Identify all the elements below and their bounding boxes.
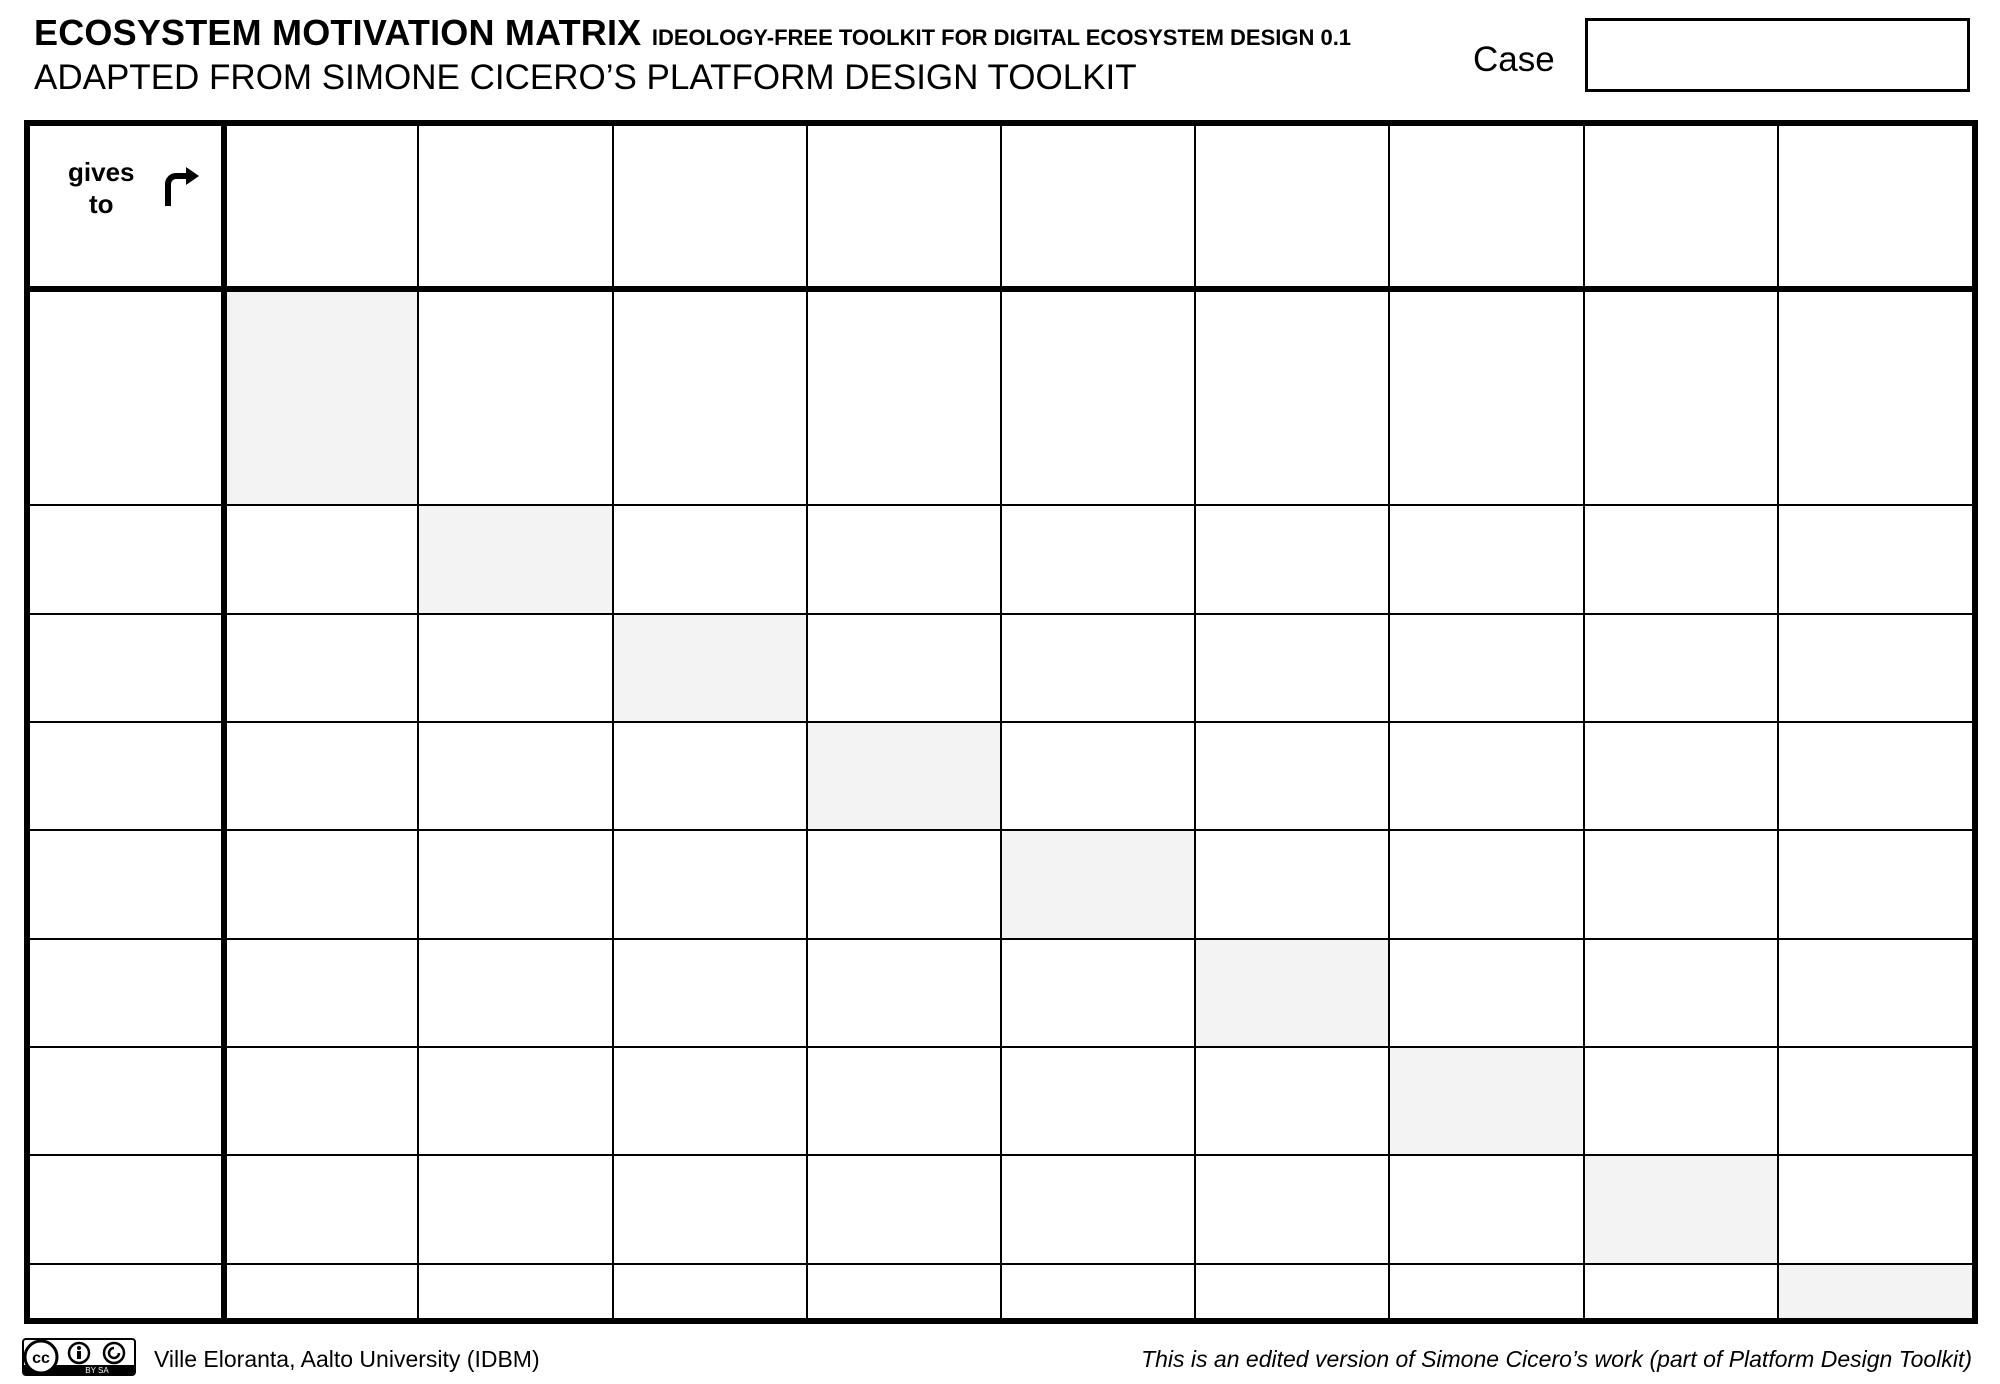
matrix-header-row xyxy=(30,126,1972,289)
column-header-cell[interactable] xyxy=(1389,126,1583,289)
matrix-row xyxy=(30,830,1972,938)
matrix-cell[interactable] xyxy=(613,1047,807,1155)
matrix-cell[interactable] xyxy=(224,722,418,830)
matrix-cell[interactable] xyxy=(1778,614,1972,722)
matrix-cell[interactable] xyxy=(1584,614,1778,722)
matrix-cell[interactable] xyxy=(1389,289,1583,506)
matrix-table xyxy=(30,126,1972,1318)
row-header-cell[interactable] xyxy=(30,1047,224,1155)
matrix-cell[interactable] xyxy=(418,614,612,722)
matrix-cell[interactable] xyxy=(224,1155,418,1263)
matrix-cell[interactable] xyxy=(613,505,807,613)
matrix-cell[interactable] xyxy=(224,614,418,722)
svg-text:cc: cc xyxy=(32,1350,50,1367)
matrix-cell[interactable] xyxy=(807,1155,1001,1263)
page-subtitle: IDEOLOGY-FREE TOOLKIT FOR DIGITAL ECOSYSTEM DESIGN 0.1 xyxy=(651,25,1352,50)
matrix-cell[interactable] xyxy=(1584,505,1778,613)
matrix-cell[interactable] xyxy=(1389,722,1583,830)
row-header-cell[interactable] xyxy=(30,722,224,830)
diagonal-cell[interactable] xyxy=(613,614,807,722)
title-line xyxy=(34,12,1351,54)
row-header-cell[interactable] xyxy=(30,830,224,938)
column-header-cell[interactable] xyxy=(1778,126,1972,289)
matrix-cell[interactable] xyxy=(807,830,1001,938)
column-header-cell[interactable] xyxy=(1195,126,1389,289)
column-header-cell[interactable] xyxy=(613,126,807,289)
column-header-cell[interactable] xyxy=(807,126,1001,289)
matrix-cell[interactable] xyxy=(418,289,612,506)
matrix-cell[interactable] xyxy=(807,1264,1001,1318)
matrix-row xyxy=(30,505,1972,613)
matrix-cell[interactable] xyxy=(1778,1155,1972,1263)
matrix-cell[interactable] xyxy=(1195,1155,1389,1263)
matrix-cell[interactable] xyxy=(1584,1264,1778,1318)
cc-by-sa-icon xyxy=(22,1338,136,1376)
matrix-cell[interactable] xyxy=(807,614,1001,722)
matrix-cell[interactable] xyxy=(1001,289,1195,506)
row-header-cell[interactable] xyxy=(30,289,224,506)
matrix-cell[interactable] xyxy=(1778,722,1972,830)
matrix-cell[interactable] xyxy=(1778,1047,1972,1155)
matrix-cell[interactable] xyxy=(613,1155,807,1263)
matrix-cell[interactable] xyxy=(418,1047,612,1155)
matrix-cell[interactable] xyxy=(1195,1264,1389,1318)
matrix-cell[interactable] xyxy=(224,939,418,1047)
matrix-cell[interactable] xyxy=(613,722,807,830)
matrix-cell[interactable] xyxy=(613,939,807,1047)
matrix-cell[interactable] xyxy=(418,939,612,1047)
matrix-cell[interactable] xyxy=(1584,722,1778,830)
row-header-cell[interactable] xyxy=(30,505,224,613)
matrix-cell[interactable] xyxy=(1584,289,1778,506)
matrix-cell[interactable] xyxy=(418,1264,612,1318)
arrow-turn-right-icon xyxy=(162,166,202,206)
diagonal-cell[interactable] xyxy=(1584,1155,1778,1263)
to-label: to xyxy=(88,189,114,219)
diagonal-cell[interactable] xyxy=(807,722,1001,830)
diagonal-cell[interactable] xyxy=(1001,830,1195,938)
matrix-cell[interactable] xyxy=(1778,939,1972,1047)
page-title: ECOSYSTEM MOTIVATION MATRIX xyxy=(34,12,642,53)
matrix-cell[interactable] xyxy=(224,1047,418,1155)
matrix-cell[interactable] xyxy=(418,830,612,938)
matrix-cell[interactable] xyxy=(224,830,418,938)
matrix-cell[interactable] xyxy=(1584,1047,1778,1155)
matrix-cell[interactable] xyxy=(613,1264,807,1318)
matrix-cell[interactable] xyxy=(1778,505,1972,613)
column-header-cell[interactable] xyxy=(1584,126,1778,289)
matrix-cell[interactable] xyxy=(613,830,807,938)
matrix-cell[interactable] xyxy=(1001,614,1195,722)
matrix-cell[interactable] xyxy=(1195,505,1389,613)
diagonal-cell[interactable] xyxy=(224,289,418,506)
matrix-cell[interactable] xyxy=(807,939,1001,1047)
motivation-matrix xyxy=(24,120,1978,1324)
row-header-cell[interactable] xyxy=(30,939,224,1047)
matrix-row xyxy=(30,1155,1972,1263)
row-header-cell[interactable] xyxy=(30,614,224,722)
matrix-cell[interactable] xyxy=(1389,939,1583,1047)
license-text: BY SA xyxy=(85,1366,109,1375)
matrix-row xyxy=(30,1264,1972,1318)
matrix-cell[interactable] xyxy=(1584,830,1778,938)
matrix-cell[interactable] xyxy=(807,289,1001,506)
matrix-cell[interactable] xyxy=(418,1155,612,1263)
matrix-cell[interactable] xyxy=(1778,289,1972,506)
matrix-cell[interactable] xyxy=(1778,830,1972,938)
matrix-row xyxy=(30,289,1972,506)
matrix-cell[interactable] xyxy=(1389,1264,1583,1318)
case-input[interactable] xyxy=(1585,18,1970,92)
matrix-row xyxy=(30,1047,1972,1155)
matrix-cell[interactable] xyxy=(1584,939,1778,1047)
matrix-cell[interactable] xyxy=(224,1264,418,1318)
matrix-cell[interactable] xyxy=(1001,1047,1195,1155)
case-label: Case xyxy=(1473,40,1555,79)
matrix-cell[interactable] xyxy=(1389,1155,1583,1263)
matrix-cell[interactable] xyxy=(807,505,1001,613)
matrix-cell[interactable] xyxy=(1195,1047,1389,1155)
matrix-cell[interactable] xyxy=(1389,505,1583,613)
gives-to-label xyxy=(68,156,135,220)
matrix-cell[interactable] xyxy=(1195,722,1389,830)
matrix-cell[interactable] xyxy=(807,1047,1001,1155)
diagonal-cell[interactable] xyxy=(1778,1264,1972,1318)
author-credit: Ville Eloranta, Aalto University (IDBM) xyxy=(154,1346,540,1372)
matrix-corner-cell xyxy=(30,126,224,289)
matrix-cell[interactable] xyxy=(224,505,418,613)
matrix-cell[interactable] xyxy=(418,722,612,830)
adapted-from-line: ADAPTED FROM SIMONE CICERO’S PLATFORM DESIGN TOOLKIT xyxy=(34,58,1137,97)
matrix-cell[interactable] xyxy=(1195,830,1389,938)
matrix-cell[interactable] xyxy=(1195,614,1389,722)
diagonal-cell[interactable] xyxy=(418,505,612,613)
matrix-row xyxy=(30,614,1972,722)
row-header-cell[interactable] xyxy=(30,1264,224,1318)
matrix-cell[interactable] xyxy=(613,289,807,506)
diagonal-cell[interactable] xyxy=(1195,939,1389,1047)
attribution-note: This is an edited version of Simone Cicero’s work (part of Platform Design Toolkit) xyxy=(1141,1346,1972,1372)
column-header-cell[interactable] xyxy=(418,126,612,289)
gives-label: gives xyxy=(68,157,135,187)
matrix-row xyxy=(30,722,1972,830)
matrix-cell[interactable] xyxy=(1001,939,1195,1047)
matrix-cell[interactable] xyxy=(1389,614,1583,722)
matrix-cell[interactable] xyxy=(1001,722,1195,830)
diagonal-cell[interactable] xyxy=(1389,1047,1583,1155)
matrix-row xyxy=(30,939,1972,1047)
matrix-cell[interactable] xyxy=(1389,830,1583,938)
matrix-cell[interactable] xyxy=(1001,1264,1195,1318)
column-header-cell[interactable] xyxy=(224,126,418,289)
row-header-cell[interactable] xyxy=(30,1155,224,1263)
matrix-cell[interactable] xyxy=(1001,1155,1195,1263)
column-header-cell[interactable] xyxy=(1001,126,1195,289)
matrix-cell[interactable] xyxy=(1001,505,1195,613)
matrix-cell[interactable] xyxy=(1195,289,1389,506)
